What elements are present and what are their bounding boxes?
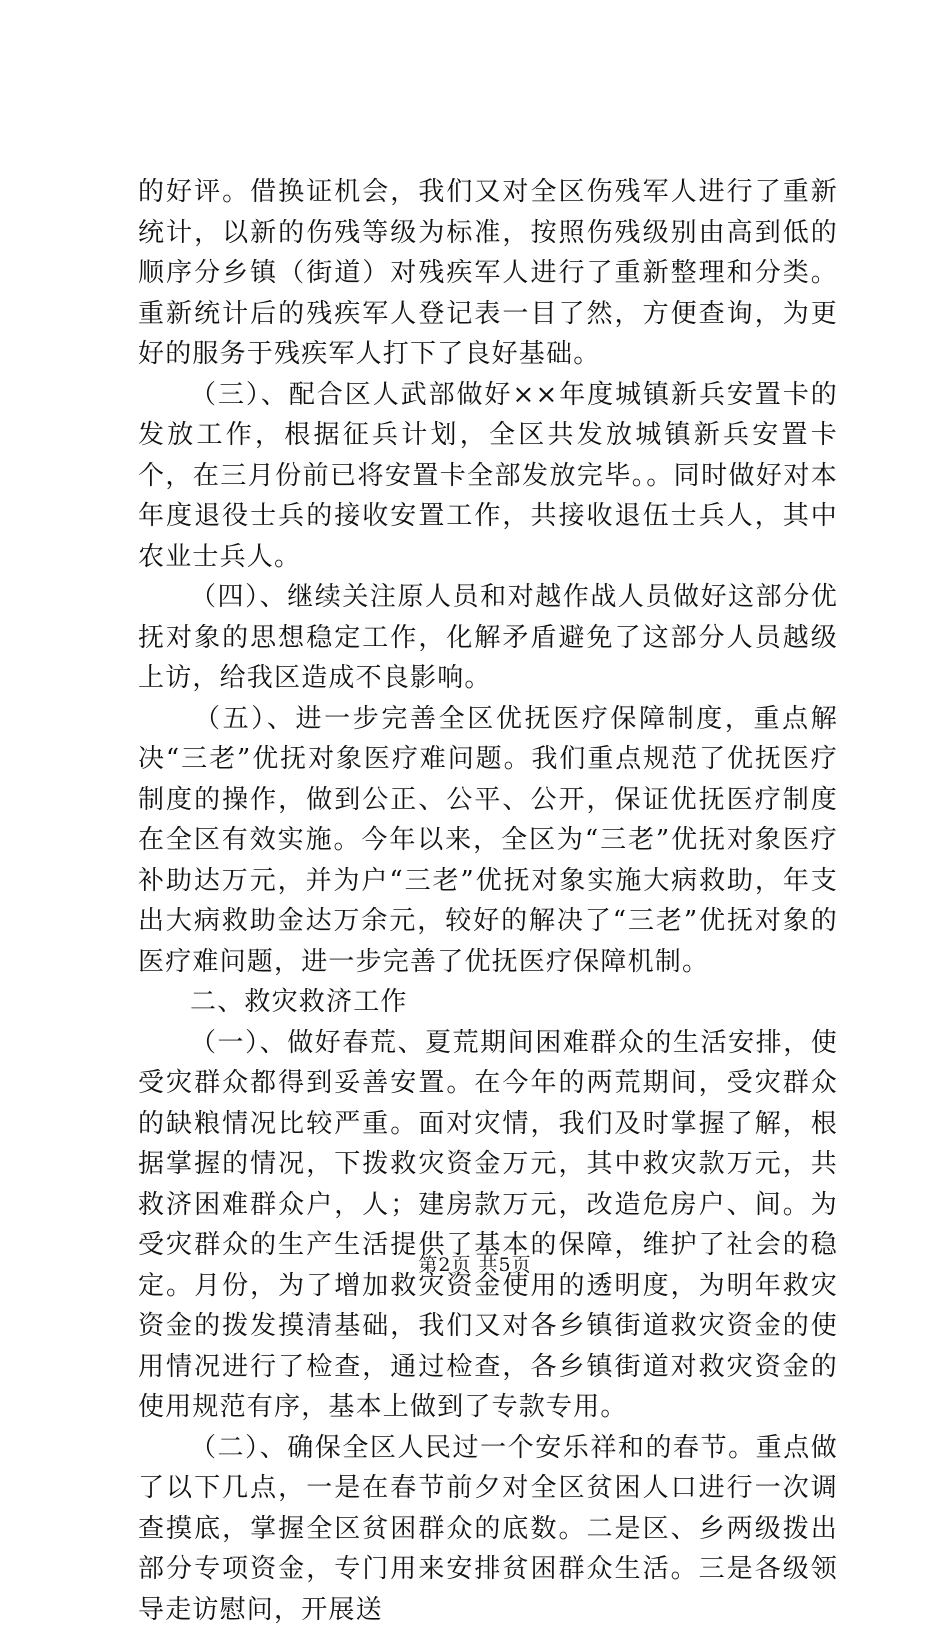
paragraph-spring-festival: （二）、确保全区人民过一个安乐祥和的春节。重点做了以下几点，一是在春节前夕对全区贫困人口进行一次调查摸底，掌握全区贫困群众的底数。二是区、乡两级拨出部分专项资金，专门用来安排贫困群众生活。三是各级领导走访慰问，开展送 (138, 1428, 838, 1630)
page-number-label: 第2页 共5页 (418, 1254, 531, 1276)
document-body (138, 172, 838, 1630)
paragraph-recruit-placement: （三）、配合区人武部做好××年度城镇新兵安置卡的发放工作，根据征兵计划，全区共发放城镇新兵安置卡个，在三月份前已将安置卡全部发放完毕。。同时做好对本年度退役士兵的接收安置工作，共接收退伍士兵人，其中农业士兵人。 (138, 375, 838, 578)
paragraph-medical-security: （五）、进一步完善全区优抚医疗保障制度，重点解决“三老”优抚对象医疗难问题。我们重点规范了优抚医疗制度的操作，做到公正、公平、公开，保证优抚医疗制度在全区有效实施。今年以来，全区为“三老”优抚对象医疗补助达万元，并为户“三老”优抚对象实施大病救助，年支出大病救助金达万余元，较好的解决了“三老”优抚对象的医疗难问题，进一步完善了优抚医疗保障机制。 (138, 699, 838, 983)
paragraph-veteran-statistics: 的好评。借换证机会，我们又对全区伤残军人进行了重新统计，以新的伤残等级为标准，按照伤残级别由高到低的顺序分乡镇（街道）对残疾军人进行了重新整理和分类。重新统计后的残疾军人登记表一目了然，方便查询，为更好的服务于残疾军人打下了良好基础。 (138, 172, 838, 375)
paragraph-stability-work: （四）、继续关注原人员和对越作战人员做好这部分优抚对象的思想稳定工作，化解矛盾避免了这部分人员越级上访，给我区造成不良影响。 (138, 577, 838, 699)
page-footer (0, 1250, 950, 1277)
paragraph-spring-summer-relief: （一）、做好春荒、夏荒期间困难群众的生活安排，使受灾群众都得到妥善安置。在今年的两荒期间，受灾群众的缺粮情况比较严重。面对灾情，我们及时掌握了解，根据掌握的情况，下拨救灾资金万元，其中救灾款万元，共救济困难群众户，人；建房款万元，改造危房户、间。为受灾群众的生产生活提供了基本的保障，维护了社会的稳定。月份，为了增加救灾资金使用的透明度，为明年救灾资金的拨发摸清基础，我们又对各乡镇街道救灾资金的使用情况进行了检查，通过检查，各乡镇街道对救灾资金的使用规范有序，基本上做到了专款专用。 (138, 1023, 838, 1428)
section-heading-disaster-relief: 二、救灾救济工作 (138, 982, 838, 1023)
